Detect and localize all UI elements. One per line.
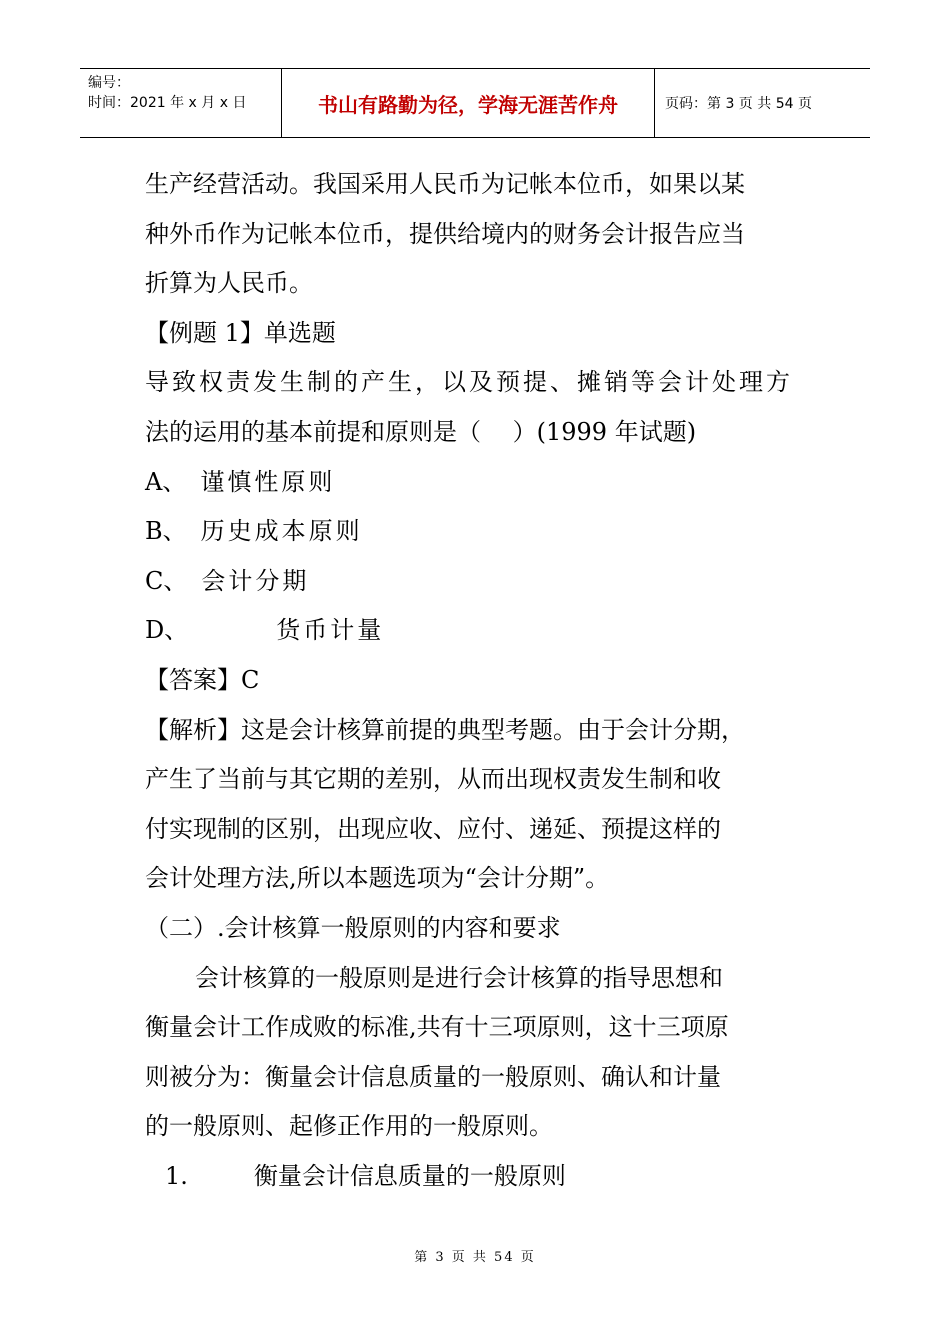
header-meta [80, 69, 282, 137]
question-line: 导致权责发生制的产生，以及预提、摊销等会计处理方 [145, 368, 793, 397]
analysis-line: 【解析】这是会计核算前提的典型考题。由于会计分期， [145, 715, 745, 744]
header-page-info [655, 69, 870, 137]
document-body [145, 160, 825, 1201]
option-a [145, 458, 825, 508]
option-b [145, 507, 825, 557]
heading-text: 衡量会计信息质量的一般原则 [253, 1161, 566, 1190]
footer-page-number: 第 3 页 共 54 页 [414, 1250, 536, 1265]
page-info-text: 页码：第 3 页 共 54 页 [665, 96, 812, 112]
section-title: （二）.会计核算一般原则的内容和要求 [145, 913, 561, 942]
paragraph-line: 的一般原则、起修正作用的一般原则。 [145, 1112, 553, 1141]
option-text: 谨慎性原则 [200, 467, 336, 496]
paragraph-line: 种外币作为记帐本位币，提供给境内的财务会计报告应当 [145, 219, 745, 248]
paragraph-line: 生产经营活动。我国采用人民币为记帐本位币，如果以某 [145, 170, 745, 198]
option-letter: D、 [145, 616, 189, 645]
motto-text: 书山有路勤为径，学海无涯苦作舟 [318, 92, 618, 117]
example-title: 【例题 1】单选题 [145, 318, 336, 347]
option-text: 历史成本原则 [200, 517, 363, 546]
option-letter: B、 [145, 517, 187, 546]
paragraph-line: 则被分为：衡量会计信息质量的一般原则、确认和计量 [145, 1062, 721, 1091]
question-line: 法的运用的基本前提和原则是（ ）(1999 年试题) [145, 417, 697, 446]
paragraph-line: 衡量会计工作成败的标准,共有十三项原则，这十三项原 [145, 1013, 729, 1042]
option-letter: C、 [145, 566, 188, 595]
analysis-line: 会计处理方法,所以本题选项为“会计分期”。 [145, 864, 610, 893]
option-c [145, 557, 825, 607]
analysis-line: 产生了当前与其它期的差别，从而出现权责发生制和收 [145, 765, 721, 794]
heading-number: 1. [165, 1161, 188, 1190]
numbered-heading [145, 1152, 825, 1202]
answer-line: 【答案】C [145, 665, 260, 694]
option-letter: A、 [145, 467, 187, 496]
paragraph-line: 会计核算的一般原则是进行会计核算的指导思想和 [195, 963, 723, 992]
page-header [80, 68, 870, 138]
doc-number-label: 编号： [88, 75, 130, 91]
paragraph-line: 折算为人民币。 [145, 269, 313, 298]
time-label: 时间：2021 年 x 月 x 日 [88, 95, 247, 111]
page-footer [0, 1246, 950, 1265]
option-text: 会计分期 [201, 566, 310, 595]
analysis-line: 付实现制的区别，出现应收、应付、递延、预提这样的 [145, 814, 721, 843]
header-motto-cell [282, 69, 655, 137]
option-d [145, 606, 825, 656]
option-text: 货币计量 [276, 616, 385, 645]
